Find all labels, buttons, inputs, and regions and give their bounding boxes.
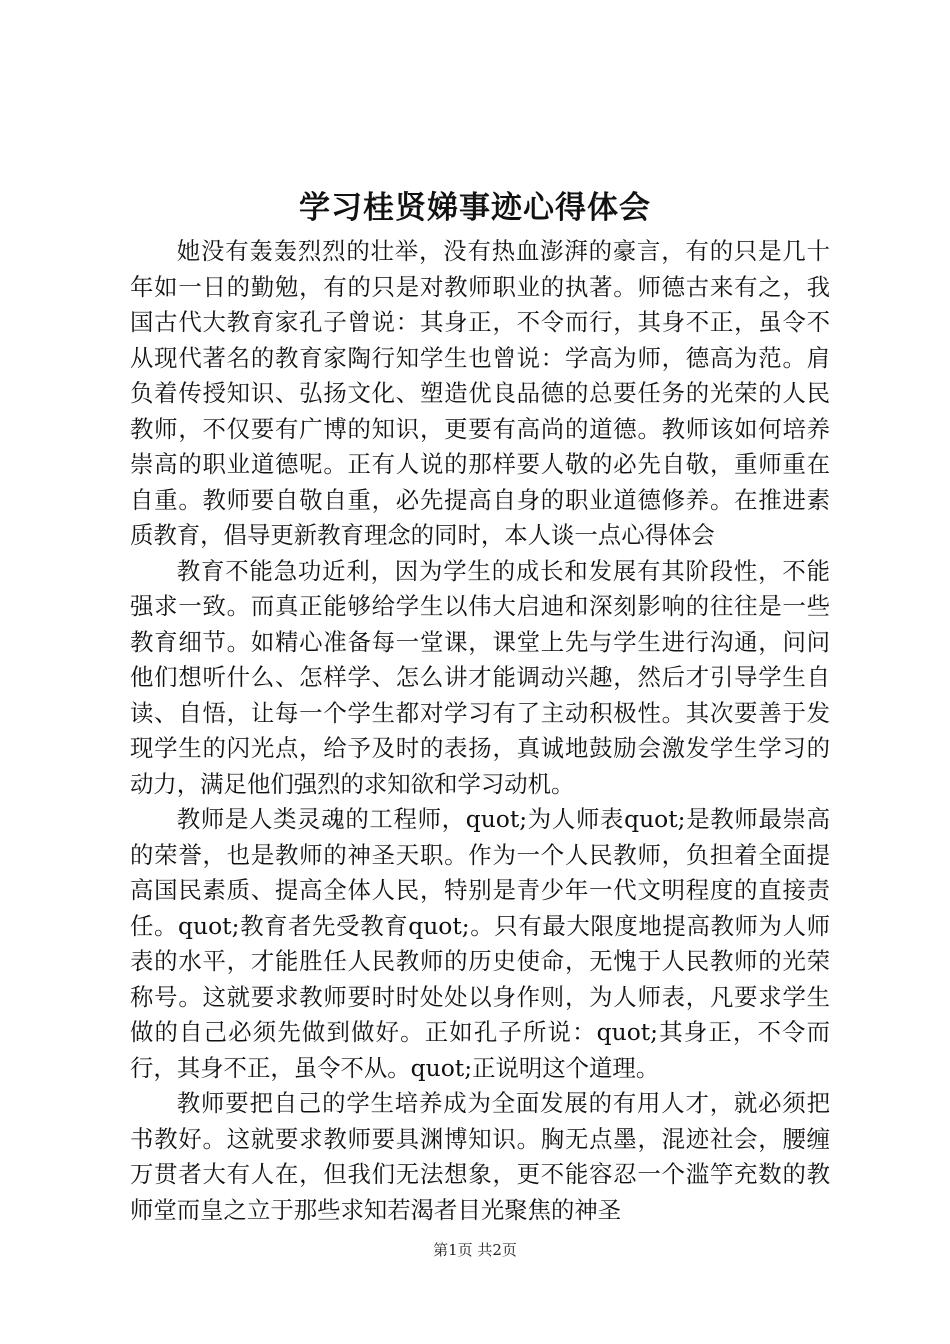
- document-body: [130, 234, 830, 1228]
- page-number-footer: 第1页 共2页: [433, 1241, 517, 1259]
- paragraph-1: 她没有轰轰烈烈的壮举，没有热血澎湃的豪言，有的只是几十年如一日的勤勉，有的只是对教师职业的执著。师德古来有之，我国古代大教育家孔子曾说：其身正，不令而行，其身不正，虽令不从现代著名的教育家陶行知学生也曾说：学高为师，德高为范。肩负着传授知识、弘扬文化、塑造优良品德的总要任务的光荣的人民教师，不仅要有广博的知识，更要有高尚的道德。教师该如何培养崇高的职业道德呢。正有人说的那样要人敬的必先自敬，重师重在自重。教师要自敬自重，必先提高自身的职业道德修养。在推进素质教育，倡导更新教育理念的同时，本人谈一点心得体会: [130, 237, 830, 549]
- paragraph-2: 教育不能急功近利，因为学生的成长和发展有其阶段性，不能强求一致。而真正能够给学生以伟大启迪和深刻影响的往往是一些教育细节。如精心准备每一堂课，课堂上先与学生进行沟通，问问他们想听什么、怎样学、怎么讲才能调动兴趣，然后才引导学生自读、自悟，让每一个学生都对学习有了主动积极性。其次要善于发现学生的闪光点，给予及时的表扬，真诚地鼓励会激发学生学习的动力，满足他们强烈的求知欲和学习动机。: [130, 556, 830, 798]
- paragraph-3: 教师是人类灵魂的工程师，quot;为人师表quot;是教师最崇高的荣誉，也是教师的神圣天职。作为一个人民教师，负担着全面提高国民素质、提高全体人民，特别是青少年一代文明程度的直接责任。quot;教育者先受教育quot;。只有最大限度地提高教师为人师表的水平，才能胜任人民教师的历史使命，无愧于人民教师的光荣称号。这就要求教师要时时处处以身作则，为人师表，凡要求学生做的自己必须先做到做好。正如孔子所说：quot;其身正，不令而行，其身不正，虽令不从。quot;正说明这个道理。: [130, 805, 830, 1082]
- paragraph-4: 教师要把自己的学生培养成为全面发展的有用人才，就必须把书教好。这就要求教师要具渊博知识。胸无点墨，混迹社会，腰缠万贯者大有人在，但我们无法想象，更不能容忍一个滥竽充数的教师堂而皇之立于那些求知若渴者目光聚焦的神圣: [130, 1089, 830, 1224]
- document-title: 学习桂贤娣事迹心得体会: [299, 190, 651, 226]
